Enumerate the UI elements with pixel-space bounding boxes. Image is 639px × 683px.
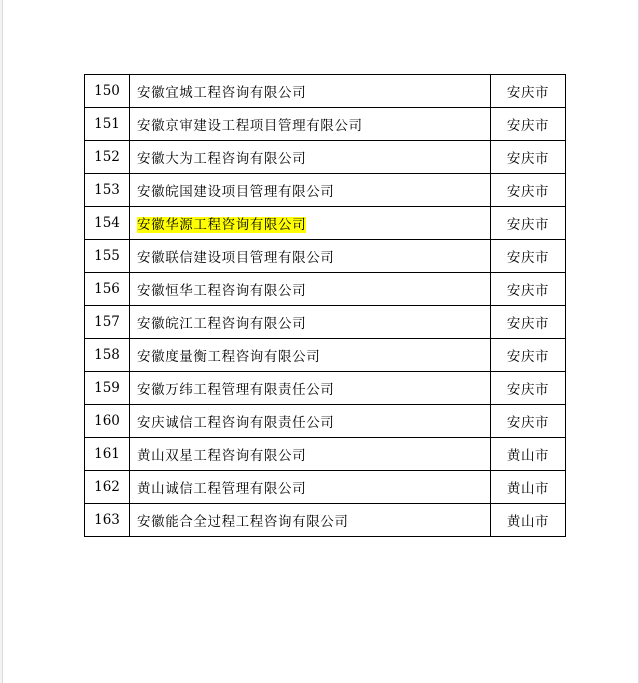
city-name: 安庆市 <box>491 273 566 306</box>
table-row <box>85 471 566 504</box>
company-name-text: 安徽皖国建设项目管理有限公司 <box>137 184 335 200</box>
company-name <box>130 141 491 174</box>
company-name <box>130 240 491 273</box>
company-name-text: 安徽宜城工程咨询有限公司 <box>137 85 307 101</box>
company-name <box>130 504 491 537</box>
city-name: 黄山市 <box>491 438 566 471</box>
company-name-text: 安徽度量衡工程咨询有限公司 <box>137 349 321 365</box>
row-number: 159 <box>85 372 130 405</box>
row-number: 156 <box>85 273 130 306</box>
table-row <box>85 405 566 438</box>
city-name: 安庆市 <box>491 174 566 207</box>
table-row <box>85 438 566 471</box>
row-number: 158 <box>85 339 130 372</box>
table-row <box>85 306 566 339</box>
company-table <box>84 74 566 537</box>
company-name <box>130 372 491 405</box>
table-row <box>85 273 566 306</box>
city-name: 安庆市 <box>491 240 566 273</box>
city-name: 安庆市 <box>491 306 566 339</box>
company-name <box>130 405 491 438</box>
company-name-text: 黄山诚信工程管理有限公司 <box>137 481 307 497</box>
row-number: 160 <box>85 405 130 438</box>
city-name: 安庆市 <box>491 108 566 141</box>
table-row <box>85 174 566 207</box>
city-name: 黄山市 <box>491 471 566 504</box>
table-row-highlighted <box>85 207 566 240</box>
table-row <box>85 141 566 174</box>
row-number: 163 <box>85 504 130 537</box>
city-name: 安庆市 <box>491 339 566 372</box>
company-name-text: 安庆诚信工程咨询有限责任公司 <box>137 415 335 431</box>
table-row <box>85 339 566 372</box>
company-name <box>130 273 491 306</box>
company-name-text-highlighted: 安徽华源工程咨询有限公司 <box>137 217 307 233</box>
company-name-text: 安徽皖江工程咨询有限公司 <box>137 316 307 332</box>
city-name: 黄山市 <box>491 504 566 537</box>
row-number: 151 <box>85 108 130 141</box>
row-number: 161 <box>85 438 130 471</box>
document-page <box>2 0 639 683</box>
row-number: 162 <box>85 471 130 504</box>
company-name-text: 安徽京审建设工程项目管理有限公司 <box>137 118 363 134</box>
company-name <box>130 339 491 372</box>
company-name <box>130 438 491 471</box>
company-name <box>130 471 491 504</box>
table-row <box>85 75 566 108</box>
city-name: 安庆市 <box>491 207 566 240</box>
table-row <box>85 372 566 405</box>
row-number: 154 <box>85 207 130 240</box>
row-number: 157 <box>85 306 130 339</box>
city-name: 安庆市 <box>491 405 566 438</box>
row-number: 153 <box>85 174 130 207</box>
city-name: 安庆市 <box>491 141 566 174</box>
company-name-text: 安徽恒华工程咨询有限公司 <box>137 283 307 299</box>
company-name <box>130 174 491 207</box>
company-name-text: 黄山双星工程咨询有限公司 <box>137 448 307 464</box>
row-number: 150 <box>85 75 130 108</box>
company-name <box>130 108 491 141</box>
company-name <box>130 75 491 108</box>
row-number: 152 <box>85 141 130 174</box>
table-row <box>85 240 566 273</box>
company-name-text: 安徽联信建设项目管理有限公司 <box>137 250 335 266</box>
city-name: 安庆市 <box>491 75 566 108</box>
row-number: 155 <box>85 240 130 273</box>
company-name-text: 安徽万纬工程管理有限责任公司 <box>137 382 335 398</box>
city-name: 安庆市 <box>491 372 566 405</box>
table-row <box>85 108 566 141</box>
company-table-body <box>85 75 566 537</box>
company-name <box>130 306 491 339</box>
table-row <box>85 504 566 537</box>
company-name <box>130 207 491 240</box>
company-name-text: 安徽大为工程咨询有限公司 <box>137 151 307 167</box>
company-name-text: 安徽能合全过程工程咨询有限公司 <box>137 514 349 530</box>
